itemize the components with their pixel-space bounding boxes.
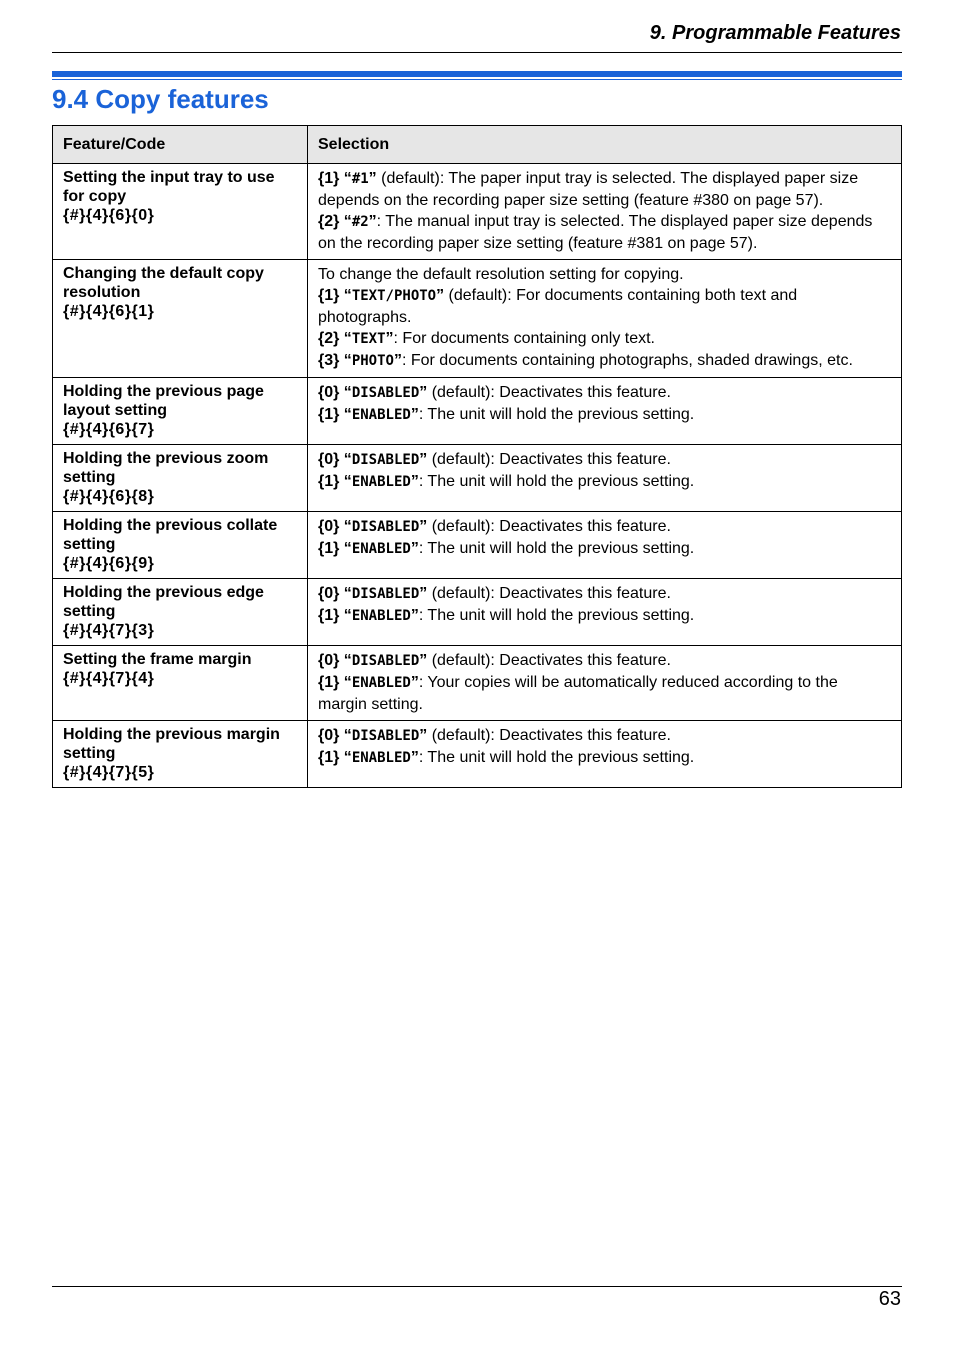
selection-display-value: PHOTO bbox=[351, 353, 394, 369]
selection-key: {0} bbox=[318, 451, 340, 468]
section-bar bbox=[52, 71, 902, 77]
selection-key: {1} bbox=[318, 540, 340, 557]
selection-quote-close: ” bbox=[385, 330, 394, 347]
selection-key: {1} bbox=[318, 287, 340, 304]
selection-key: {1} bbox=[318, 607, 340, 624]
selection-key: {1} bbox=[318, 473, 340, 490]
selection-quote-close: ” bbox=[410, 674, 419, 691]
page-number: 63 bbox=[878, 1288, 901, 1310]
selection-option bbox=[318, 350, 891, 372]
selection-cell bbox=[308, 445, 902, 512]
selection-quote-open: “ bbox=[339, 384, 352, 401]
selection-display-value: ENABLED bbox=[351, 750, 411, 766]
selection-key: {1} bbox=[318, 749, 340, 766]
selection-key: {0} bbox=[318, 518, 340, 535]
feature-cell bbox=[53, 721, 308, 788]
selection-quote-close: ” bbox=[419, 518, 428, 535]
header-rule bbox=[52, 52, 902, 53]
selection-quote-close: ” bbox=[419, 585, 428, 602]
feature-name: Changing the default copy resolution bbox=[63, 265, 264, 301]
feature-name: Holding the previous margin setting bbox=[63, 726, 280, 762]
selection-quote-close: ” bbox=[419, 652, 428, 669]
feature-name: Holding the previous edge setting bbox=[63, 584, 264, 620]
selection-quote-open: “ bbox=[339, 652, 352, 669]
table-row bbox=[53, 646, 902, 721]
selection-key: {2} bbox=[318, 330, 340, 347]
selection-description: : The unit will hold the previous setting. bbox=[418, 406, 695, 423]
selection-description: (default): The paper input tray is selected. The displayed paper size depends on the recording paper size setting (feature #380 on page 57). bbox=[318, 170, 859, 209]
selection-quote-open: “ bbox=[339, 170, 352, 187]
feature-code: {#}{4}{6}{0} bbox=[63, 207, 155, 224]
selection-display-value: #2 bbox=[351, 214, 369, 230]
selection-display-value: ENABLED bbox=[351, 407, 411, 423]
selection-description: (default): Deactivates this feature. bbox=[427, 727, 671, 744]
selection-quote-close: ” bbox=[368, 213, 377, 230]
selection-quote-close: ” bbox=[436, 287, 445, 304]
selection-description: (default): Deactivates this feature. bbox=[427, 585, 671, 602]
column-header-feature: Feature/Code bbox=[53, 126, 308, 164]
feature-cell bbox=[53, 445, 308, 512]
selection-quote-close: ” bbox=[368, 170, 377, 187]
selection-quote-close: ” bbox=[419, 727, 428, 744]
selection-cell bbox=[308, 721, 902, 788]
selection-description: : Your copies will be automatically reduced according to the margin setting. bbox=[318, 674, 838, 713]
selection-option bbox=[318, 168, 891, 211]
selection-quote-close: ” bbox=[419, 384, 428, 401]
feature-code: {#}{4}{6}{1} bbox=[63, 303, 155, 320]
feature-code: {#}{4}{6}{9} bbox=[63, 555, 155, 572]
feature-name: Setting the input tray to use for copy bbox=[63, 169, 275, 205]
selection-quote-open: “ bbox=[339, 213, 352, 230]
table-row bbox=[53, 164, 902, 260]
selection-display-value: ENABLED bbox=[351, 474, 411, 490]
selection-key: {0} bbox=[318, 652, 340, 669]
selection-description: : The unit will hold the previous setting. bbox=[418, 607, 695, 624]
feature-cell bbox=[53, 512, 308, 579]
footer-rule bbox=[52, 1286, 902, 1287]
selection-key: {0} bbox=[318, 727, 340, 744]
selection-quote-open: “ bbox=[339, 749, 352, 766]
selection-quote-open: “ bbox=[339, 451, 352, 468]
selection-option bbox=[318, 382, 891, 404]
selection-cell bbox=[308, 646, 902, 721]
feature-cell bbox=[53, 378, 308, 445]
feature-cell bbox=[53, 260, 308, 378]
feature-name: Holding the previous collate setting bbox=[63, 517, 278, 553]
selection-option bbox=[318, 538, 891, 560]
feature-name: Holding the previous zoom setting bbox=[63, 450, 269, 486]
selection-description: : The unit will hold the previous setting. bbox=[418, 540, 695, 557]
selection-quote-open: “ bbox=[339, 518, 352, 535]
table-row bbox=[53, 378, 902, 445]
selection-description: : For documents containing photographs, shaded drawings, etc. bbox=[401, 352, 853, 369]
selection-quote-close: ” bbox=[410, 607, 419, 624]
selection-description: (default): Deactivates this feature. bbox=[427, 518, 671, 535]
feature-name: Setting the frame margin bbox=[63, 651, 252, 668]
selection-description: : The unit will hold the previous setting. bbox=[418, 749, 695, 766]
selection-display-value: TEXT bbox=[351, 331, 386, 347]
selection-quote-open: “ bbox=[339, 540, 352, 557]
selection-description: : The manual input tray is selected. The displayed paper size depends on the recording paper size setting (feature #381 on page 57). bbox=[318, 213, 873, 252]
selection-quote-close: ” bbox=[410, 406, 419, 423]
selection-display-value: ENABLED bbox=[351, 541, 411, 557]
selection-option bbox=[318, 516, 891, 538]
column-header-selection: Selection bbox=[308, 126, 902, 164]
selection-option bbox=[318, 650, 891, 672]
table-row bbox=[53, 512, 902, 579]
selection-cell bbox=[308, 512, 902, 579]
selection-cell bbox=[308, 260, 902, 378]
selection-quote-open: “ bbox=[339, 352, 352, 369]
selection-key: {0} bbox=[318, 384, 340, 401]
selection-description: : The unit will hold the previous setting. bbox=[418, 473, 695, 490]
selection-option bbox=[318, 285, 891, 328]
selection-display-value: DISABLED bbox=[351, 728, 420, 744]
selection-quote-open: “ bbox=[339, 674, 352, 691]
selection-option bbox=[318, 328, 891, 350]
feature-code: {#}{4}{6}{7} bbox=[63, 421, 155, 438]
selection-quote-close: ” bbox=[419, 451, 428, 468]
selection-option bbox=[318, 471, 891, 493]
selection-key: {3} bbox=[318, 352, 340, 369]
selection-display-value: #1 bbox=[351, 171, 369, 187]
selection-display-value: ENABLED bbox=[351, 675, 411, 691]
selection-option bbox=[318, 747, 891, 769]
chapter-header: 9. Programmable Features bbox=[649, 22, 901, 44]
selection-quote-open: “ bbox=[339, 330, 352, 347]
feature-cell bbox=[53, 164, 308, 260]
selection-display-value: ENABLED bbox=[351, 608, 411, 624]
feature-table bbox=[52, 125, 902, 788]
feature-code: {#}{4}{7}{5} bbox=[63, 764, 155, 781]
selection-key: {1} bbox=[318, 674, 340, 691]
selection-description: (default): For documents containing both text and photographs. bbox=[318, 287, 798, 326]
selection-option bbox=[318, 605, 891, 627]
selection-description: (default): Deactivates this feature. bbox=[427, 652, 671, 669]
selection-quote-open: “ bbox=[339, 727, 352, 744]
selection-key: {1} bbox=[318, 170, 340, 187]
selection-display-value: DISABLED bbox=[351, 586, 420, 602]
selection-cell bbox=[308, 378, 902, 445]
selection-quote-open: “ bbox=[339, 406, 352, 423]
table-row bbox=[53, 579, 902, 646]
selection-description: (default): Deactivates this feature. bbox=[427, 451, 671, 468]
selection-option bbox=[318, 404, 891, 426]
selection-display-value: DISABLED bbox=[351, 452, 420, 468]
selection-option bbox=[318, 725, 891, 747]
selection-display-value: DISABLED bbox=[351, 653, 420, 669]
feature-name: Holding the previous page layout setting bbox=[63, 383, 264, 419]
selection-option bbox=[318, 672, 891, 715]
feature-code: {#}{4}{7}{3} bbox=[63, 622, 155, 639]
selection-key: {0} bbox=[318, 585, 340, 602]
selection-cell bbox=[308, 579, 902, 646]
selection-option bbox=[318, 583, 891, 605]
table-body bbox=[53, 164, 902, 788]
selection-intro: To change the default resolution setting for copying. bbox=[318, 266, 684, 283]
selection-quote-close: ” bbox=[410, 749, 419, 766]
section-bar-thin bbox=[52, 79, 902, 80]
selection-display-value: DISABLED bbox=[351, 519, 420, 535]
selection-quote-open: “ bbox=[339, 473, 352, 490]
table-row bbox=[53, 721, 902, 788]
selection-display-value: TEXT/PHOTO bbox=[351, 288, 437, 304]
feature-cell bbox=[53, 579, 308, 646]
selection-quote-open: “ bbox=[339, 585, 352, 602]
selection-key: {1} bbox=[318, 406, 340, 423]
feature-code: {#}{4}{7}{4} bbox=[63, 670, 155, 687]
feature-code: {#}{4}{6}{8} bbox=[63, 488, 155, 505]
selection-quote-close: ” bbox=[393, 352, 402, 369]
selection-quote-open: “ bbox=[339, 287, 352, 304]
selection-key: {2} bbox=[318, 213, 340, 230]
selection-description: (default): Deactivates this feature. bbox=[427, 384, 671, 401]
selection-cell bbox=[308, 164, 902, 260]
selection-display-value: DISABLED bbox=[351, 385, 420, 401]
section-title: 9.4 Copy features bbox=[52, 84, 269, 114]
table-row bbox=[53, 260, 902, 378]
table-row bbox=[53, 445, 902, 512]
feature-cell bbox=[53, 646, 308, 721]
selection-option bbox=[318, 449, 891, 471]
table-header-row bbox=[53, 126, 902, 164]
selection-quote-close: ” bbox=[410, 540, 419, 557]
selection-option bbox=[318, 211, 891, 254]
selection-quote-close: ” bbox=[410, 473, 419, 490]
selection-description: : For documents containing only text. bbox=[393, 330, 655, 347]
selection-quote-open: “ bbox=[339, 607, 352, 624]
